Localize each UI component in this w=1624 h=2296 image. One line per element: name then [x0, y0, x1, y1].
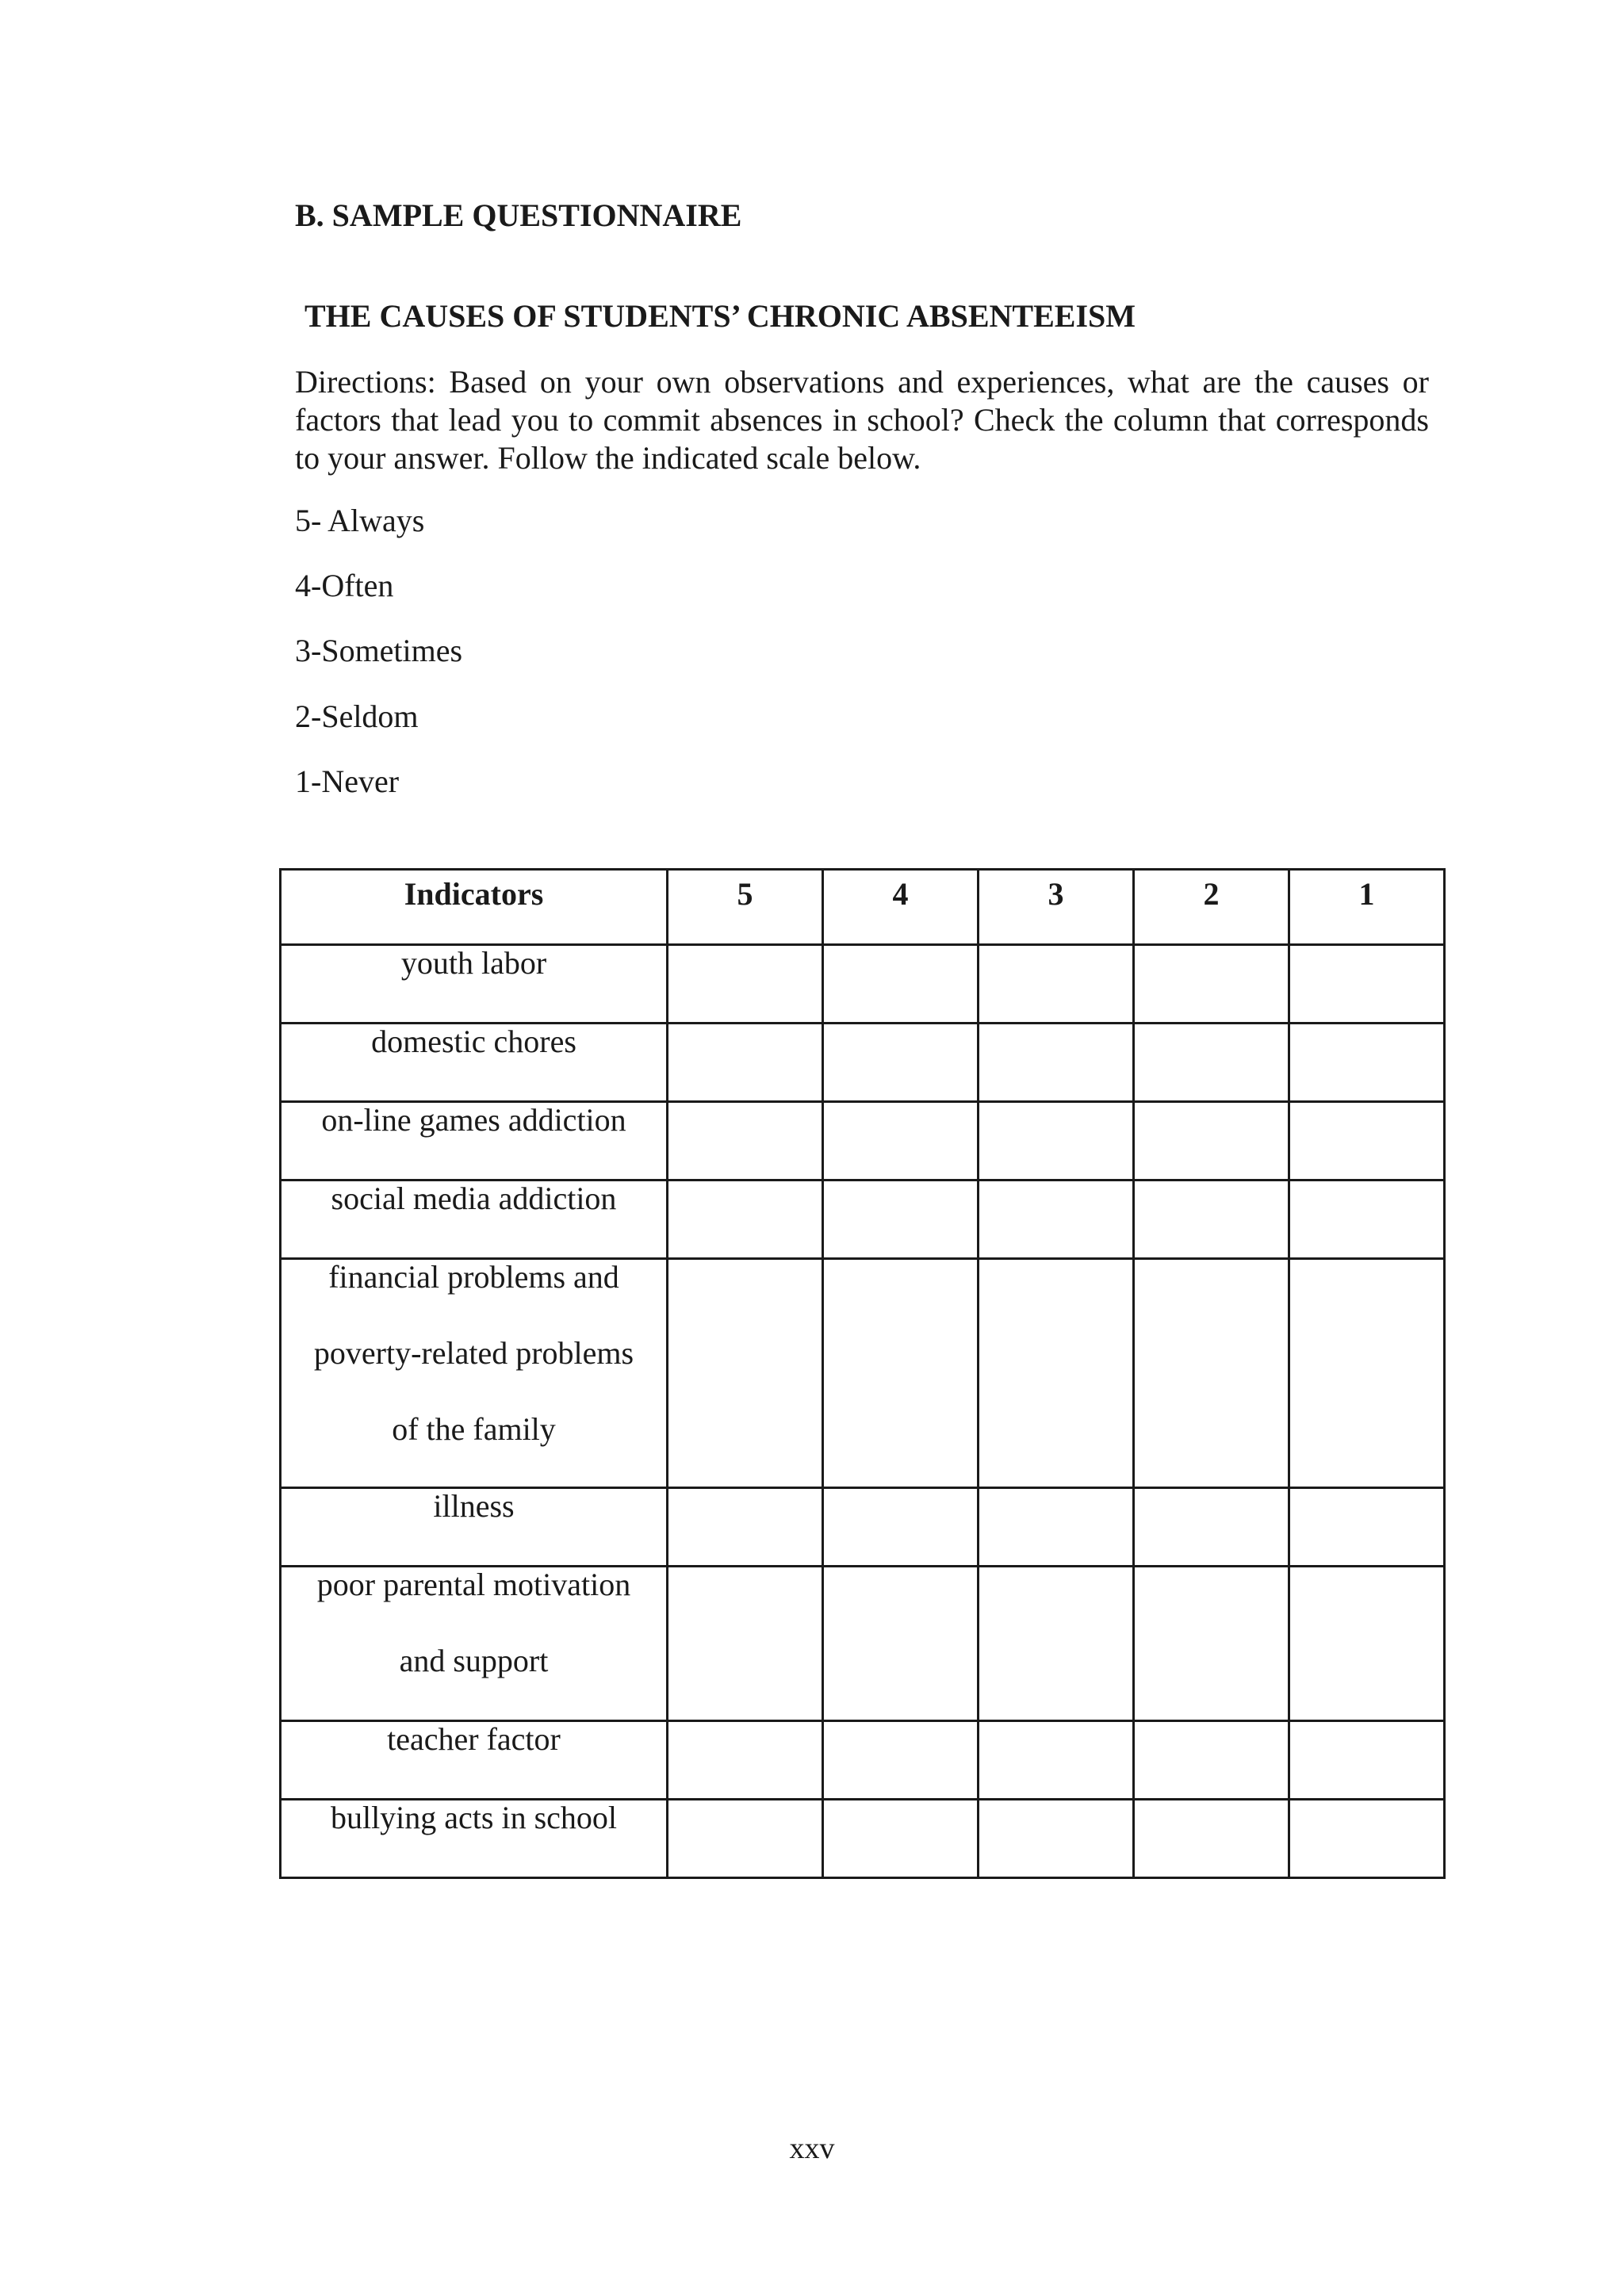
scale-item-sometimes: 3-Sometimes	[295, 633, 463, 668]
rating-cell-5[interactable]	[668, 1567, 823, 1721]
scale-item-often: 4-Often	[295, 568, 394, 603]
indicator-cell	[281, 1259, 668, 1488]
rating-cell-1[interactable]	[1289, 1567, 1445, 1721]
indicator-cell	[281, 1567, 668, 1721]
rating-cell-5[interactable]	[668, 1102, 823, 1181]
rating-cell-2[interactable]	[1134, 1488, 1289, 1567]
directions-paragraph: Directions: Based on your own observations and experiences, what are the causes or factors that lead you to commit absences in school? Check the column that corresponds to your answer. Follow the indicated scale below.	[295, 364, 1429, 476]
indicator-label: on-line games addiction	[321, 1102, 626, 1138]
table-row	[281, 1800, 1445, 1878]
rating-cell-5[interactable]	[668, 1488, 823, 1567]
page-number: xxv	[789, 2132, 835, 2165]
indicator-label: illness	[433, 1488, 515, 1524]
rating-cell-3[interactable]	[979, 1102, 1134, 1181]
indicator-label: of the family	[392, 1411, 556, 1447]
rating-cell-2[interactable]	[1134, 1721, 1289, 1800]
section-heading: B. SAMPLE QUESTIONNAIRE	[295, 197, 742, 233]
rating-cell-1[interactable]	[1289, 1721, 1445, 1800]
table-row	[281, 1259, 1445, 1488]
rating-cell-1[interactable]	[1289, 945, 1445, 1024]
rating-cell-4[interactable]	[823, 1181, 979, 1259]
rating-cell-3[interactable]	[979, 1181, 1134, 1259]
rating-cell-4[interactable]	[823, 1567, 979, 1721]
rating-cell-4[interactable]	[823, 1102, 979, 1181]
indicator-cell	[281, 1800, 668, 1878]
indicator-label: social media addiction	[331, 1181, 617, 1216]
rating-cell-4[interactable]	[823, 1721, 979, 1800]
rating-cell-1[interactable]	[1289, 1102, 1445, 1181]
rating-cell-4[interactable]	[823, 1800, 979, 1878]
rating-cell-3[interactable]	[979, 1567, 1134, 1721]
indicator-label: bullying acts in school	[330, 1800, 618, 1835]
rating-cell-2[interactable]	[1134, 945, 1289, 1024]
header-scale-2: 2	[1134, 870, 1289, 945]
indicator-label: domestic chores	[371, 1024, 576, 1059]
rating-cell-1[interactable]	[1289, 1181, 1445, 1259]
rating-table	[279, 868, 1446, 1879]
table-row	[281, 1567, 1445, 1721]
rating-cell-2[interactable]	[1134, 1102, 1289, 1181]
rating-cell-4[interactable]	[823, 1488, 979, 1567]
rating-cell-2[interactable]	[1134, 1181, 1289, 1259]
header-indicators: Indicators	[281, 870, 668, 945]
rating-cell-3[interactable]	[979, 1721, 1134, 1800]
header-scale-3: 3	[979, 870, 1134, 945]
rating-cell-1[interactable]	[1289, 1024, 1445, 1102]
indicator-label: financial problems and	[328, 1259, 619, 1295]
rating-cell-5[interactable]	[668, 1181, 823, 1259]
rating-cell-3[interactable]	[979, 945, 1134, 1024]
indicator-label: poverty-related problems	[313, 1335, 634, 1371]
rating-cell-5[interactable]	[668, 945, 823, 1024]
rating-cell-5[interactable]	[668, 1721, 823, 1800]
rating-cell-4[interactable]	[823, 1259, 979, 1488]
header-scale-4: 4	[823, 870, 979, 945]
rating-cell-3[interactable]	[979, 1259, 1134, 1488]
scale-item-seldom: 2-Seldom	[295, 698, 419, 734]
rating-cell-2[interactable]	[1134, 1800, 1289, 1878]
rating-cell-4[interactable]	[823, 1024, 979, 1102]
rating-cell-3[interactable]	[979, 1800, 1134, 1878]
rating-cell-5[interactable]	[668, 1800, 823, 1878]
indicator-label: teacher factor	[387, 1721, 561, 1757]
rating-cell-2[interactable]	[1134, 1024, 1289, 1102]
rating-cell-5[interactable]	[668, 1024, 823, 1102]
rating-cell-1[interactable]	[1289, 1800, 1445, 1878]
indicator-label: youth labor	[400, 945, 547, 981]
rating-cell-1[interactable]	[1289, 1488, 1445, 1567]
indicator-label: and support	[399, 1643, 549, 1678]
scale-item-always: 5- Always	[295, 503, 425, 538]
rating-cell-1[interactable]	[1289, 1259, 1445, 1488]
rating-cell-2[interactable]	[1134, 1259, 1289, 1488]
rating-cell-5[interactable]	[668, 1259, 823, 1488]
rating-cell-4[interactable]	[823, 945, 979, 1024]
questionnaire-title: THE CAUSES OF STUDENTS’ CHRONIC ABSENTEEISM	[304, 298, 1136, 334]
header-scale-5: 5	[668, 870, 823, 945]
scale-item-never: 1-Never	[295, 763, 400, 799]
indicator-label: poor parental motivation	[316, 1567, 631, 1602]
header-scale-1: 1	[1289, 870, 1445, 945]
rating-cell-3[interactable]	[979, 1024, 1134, 1102]
rating-cell-2[interactable]	[1134, 1567, 1289, 1721]
rating-cell-3[interactable]	[979, 1488, 1134, 1567]
